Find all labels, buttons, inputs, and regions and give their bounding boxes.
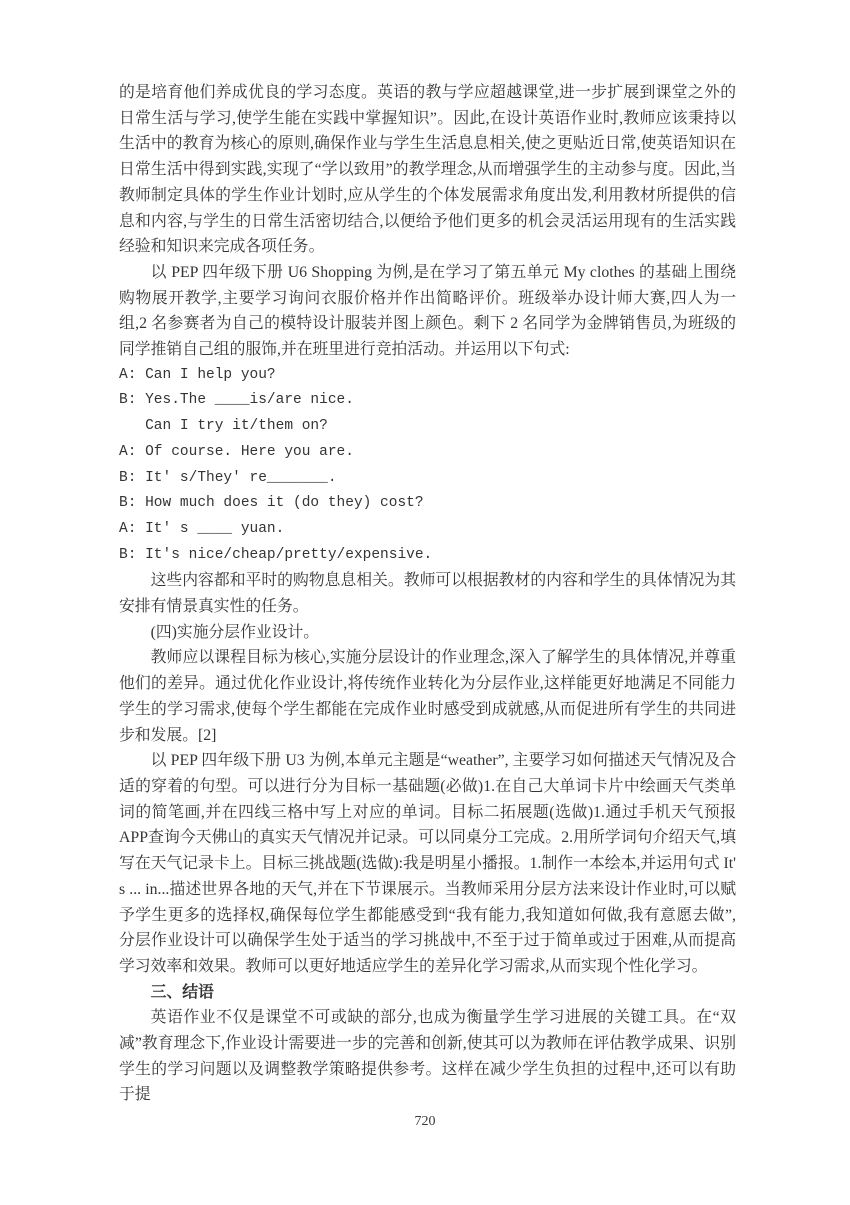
paragraph-weather-example: 以 PEP 四年级下册 U3 为例,本单元主题是“weather”, 主要学习如何描述天气情况及合适的穿着的句型。可以进行分为目标一基础题(必做)1.在自己大单词卡片中绘画天气类单词的简笔画,并在四线三格中写上对应的单词。目标二拓展题(选做)1.通过手机天气预报 APP查询今天佛山的真实天气情况并记录。可以同桌分工完成。2.用所学词句介绍天气,填写在天气记录卡上。目标三挑战题(选做):我是明星小播报。1.制作一本绘本,并运用句式 It' s ... in...描述世界各地的天气,并在下节课展示。当教师采用分层方法来设计作业时,可以赋予学生更多的选择权,确保每位学生都能感受到“我有能力,我知道如何做,我有意愿去做”, 分层作业设计可以确保学生处于适当的学习挑战中,不至于过于简单或过于困难,从而提高学习效率和效果。教师可以更好地适应学生的差异化学习需求,从而实现个性化学习。: [119, 752, 736, 975]
dialogue-line-1: A: Can I help you?: [119, 366, 276, 383]
paragraph-layered-homework: 教师应以课程目标为核心,实施分层设计的作业理念,深入了解学生的具体情况,并尊重他们的差异。通过优化作业设计,将传统作业转化为分层作业,这样能更好地满足不同能力学生的学习需求,使每个学生都能在完成作业时感受到成就感,从而促进所有学生的共同进步和发展。[2]: [119, 649, 736, 744]
dialogue-line-2: B: Yes.The ____is/are nice.: [119, 392, 354, 409]
subsection-heading-four: (四)实施分层作业设计。: [150, 623, 320, 641]
page-body-text: [119, 80, 736, 1108]
paragraph-shopping-comment: 这些内容都和平时的购物息息相关。教师可以根据教材的内容和学生的具体情况为其安排有情景真实性的任务。: [119, 572, 736, 616]
dialogue-line-8: B: It's nice/cheap/pretty/expensive.: [119, 546, 433, 563]
dialogue-line-6: B: How much does it (do they) cost?: [119, 495, 424, 512]
section-heading-conclusion: 三、结语: [150, 983, 214, 1001]
paragraph-conclusion: 英语作业不仅是课堂不可或缺的部分,也成为衡量学生学习进展的关键工具。在“双减”教育理念下,作业设计需要进一步的完善和创新,使其可以为教师在评估教学成果、识别学生的学习问题以及调整教学策略提供参考。这样在减少学生负担的过程中,还可以有助于提: [119, 1009, 736, 1104]
paragraph-intro-continuation: 的是培育他们养成优良的学习态度。英语的教与学应超越课堂,进一步扩展到课堂之外的日常生活与学习,使学生能在实践中掌握知识”。因此,在设计英语作业时,教师应该秉持以生活中的教育为核心的原则,确保作业与学生生活息息相关,使之更贴近日常,使英语知识在日常生活中得到实践,实现了“学以致用”的教学理念,从而增强学生的主动参与度。因此,当教师制定具体的学生作业计划时,应从学生的个体发展需求角度出发,利用教材所提供的信息和内容,与学生的日常生活密切结合,以便给予他们更多的机会灵活运用现有的生活实践经验和知识来完成各项任务。: [119, 84, 736, 256]
paragraph-shopping-example: 以 PEP 四年级下册 U6 Shopping 为例,是在学习了第五单元 My clothes 的基础上围绕购物展开教学,主要学习询问衣服价格并作出简略评价。班级举办设计师大赛,四人为一组,2 名参赛者为自己的模特设计服装并图上颜色。剩下 2 名同学为金牌销售员,为班级的同学推销自己组的服饰,并在班里进行竞拍活动。并运用以下句式:: [119, 263, 736, 359]
dialogue-line-5: B: It' s/They' re_______.: [119, 469, 337, 486]
page-number: 720: [414, 1114, 436, 1129]
dialogue-line-7: A: It' s ____ yuan.: [119, 520, 285, 537]
dialogue-line-4: A: Of course. Here you are.: [119, 443, 354, 460]
dialogue-block: [119, 363, 736, 569]
dialogue-line-3: Can I try it/them on?: [119, 418, 328, 435]
